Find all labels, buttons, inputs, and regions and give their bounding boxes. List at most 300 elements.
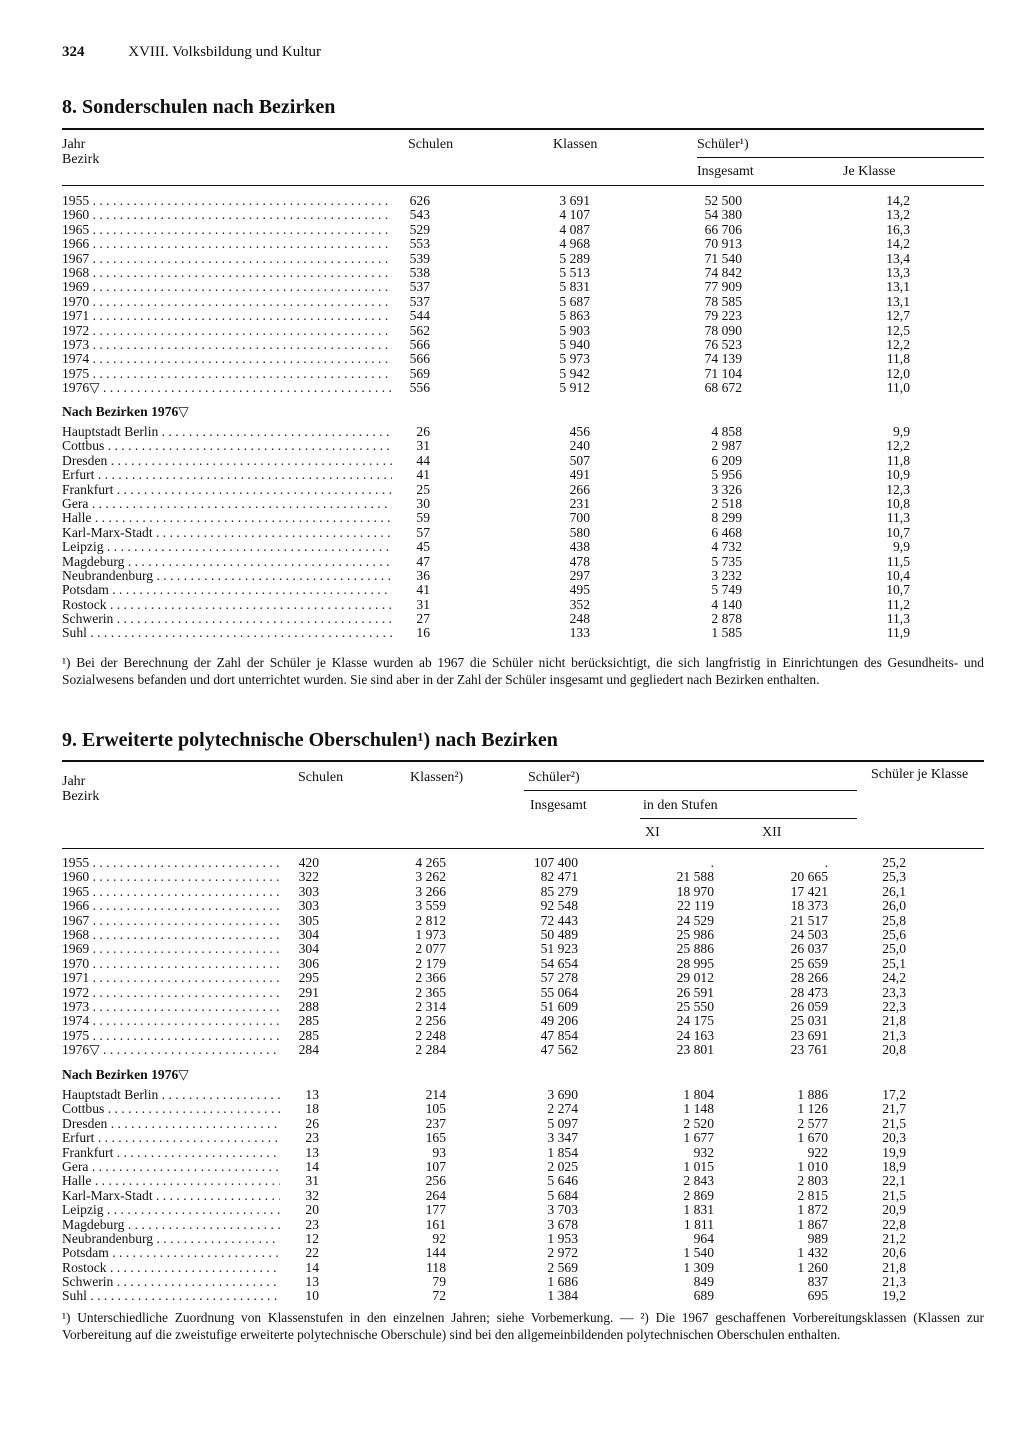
cell-value: 12,2 (886, 336, 910, 352)
row-label: Magdeburg . . . (62, 555, 392, 569)
cell-value: 5 903 (559, 322, 590, 338)
cell-value: 3 559 (415, 898, 446, 914)
row-label: Halle . . . (62, 1174, 280, 1188)
table8-footnote: ¹) Bei der Berechnung der Zahl der Schüler je Klasse wurden ab 1967 die Schüler nicht berücksichtigt, die sich langfristig in Einrichtungen des Gesundheits- und Sozialwesens befanden und dort unterrichtet wurden. Sie sind aber in der Zahl der Schüler insgesamt und gegliedert nach Bezirken enthalten. (62, 655, 984, 687)
row-label: Karl-Marx-Stadt . . . (62, 526, 392, 540)
cell-value: 13 (305, 1087, 319, 1102)
cell-value: 5 646 (547, 1173, 578, 1189)
cell-value: 25 886 (676, 941, 714, 957)
cell-value: 5 831 (559, 279, 590, 295)
cell-value: 12 (305, 1230, 319, 1246)
cell-value: 689 (693, 1288, 714, 1304)
cell-value: 26 (305, 1115, 319, 1131)
cell-value: 12,3 (886, 481, 910, 497)
cell-value: 23 691 (790, 1027, 828, 1043)
cell-value: 420 (298, 855, 319, 870)
cell-value: 507 (569, 452, 590, 468)
cell-value: 25,0 (882, 941, 906, 957)
cell-value: 30 (416, 495, 430, 511)
table9-col-je-klasse: Schüler je Klasse (871, 767, 969, 782)
cell-value: 1 953 (547, 1230, 578, 1246)
table8-title: 8. Sonderschulen nach Bezirken (62, 96, 336, 118)
cell-value: 47 562 (540, 1042, 578, 1058)
row-label: Erfurt . . . (62, 1131, 280, 1145)
cell-value: 3 691 (559, 193, 590, 208)
cell-value: 2 569 (547, 1259, 578, 1275)
cell-value: 74 842 (704, 264, 742, 280)
row-label: Neubrandenburg . . . (62, 569, 392, 583)
cell-value: 566 (409, 336, 430, 352)
cell-value: 78 585 (704, 293, 742, 309)
cell-value: 25 (416, 481, 430, 497)
cell-value: 26 (416, 424, 430, 439)
table8-col-klassen: Klassen (553, 137, 598, 152)
row-label: Cottbus . . . (62, 439, 392, 453)
cell-value: 72 (432, 1288, 446, 1304)
row-label: Leipzig . . . (62, 1203, 280, 1217)
row-label: 1972 . . . (62, 986, 280, 1000)
cell-value: 2 520 (683, 1115, 714, 1131)
row-label: 1965 . . . (62, 885, 280, 899)
cell-value: 20 (305, 1202, 319, 1218)
cell-value: 18 (305, 1101, 319, 1117)
row-label: 1968 . . . (62, 266, 392, 280)
cell-value: 1 309 (683, 1259, 714, 1275)
cell-value: 24 175 (676, 1013, 714, 1029)
cell-value: 177 (425, 1202, 446, 1218)
cell-value: 11,9 (886, 625, 910, 641)
table8-col-insgesamt: Insgesamt (697, 164, 754, 179)
row-label: 1975 . . . (62, 1029, 280, 1043)
cell-value: 92 548 (540, 898, 578, 914)
cell-value: 539 (409, 250, 430, 266)
row-label: Rostock . . . (62, 598, 392, 612)
row-label: Gera . . . (62, 497, 392, 511)
cell-value: 45 (416, 539, 430, 555)
cell-value: 237 (425, 1115, 446, 1131)
cell-value: 41 (416, 582, 430, 598)
cell-value: 85 279 (540, 883, 578, 899)
cell-value: 1 677 (683, 1130, 714, 1146)
row-label: 1974 . . . (62, 352, 392, 366)
row-label: 1973 . . . (62, 1000, 280, 1014)
table8-header-rule (62, 185, 984, 186)
cell-value: 2 869 (683, 1187, 714, 1203)
row-label: 1960 . . . (62, 208, 392, 222)
row-label: Rostock . . . (62, 1261, 280, 1275)
cell-value: 12,5 (886, 322, 910, 338)
cell-value: 303 (298, 898, 319, 914)
cell-value: 10,9 (886, 467, 910, 483)
row-label: Leipzig . . . (62, 540, 392, 554)
cell-value: 1 872 (797, 1202, 828, 1218)
cell-value: 478 (569, 553, 590, 569)
cell-value: 3 232 (711, 567, 742, 583)
row-label: Frankfurt . . . (62, 483, 392, 497)
cell-value: 28 266 (790, 970, 828, 986)
cell-value: 1 010 (797, 1158, 828, 1174)
cell-value: 57 278 (540, 970, 578, 986)
cell-value: 5 942 (559, 365, 590, 381)
cell-value: 13,1 (886, 293, 910, 309)
cell-value: 93 (432, 1144, 446, 1160)
row-label: Potsdam . . . (62, 583, 392, 597)
cell-value: 580 (569, 524, 590, 540)
cell-value: 47 (416, 553, 430, 569)
cell-value: 1 811 (683, 1216, 714, 1232)
table8-top-rule (62, 128, 984, 130)
cell-value: 12,2 (886, 438, 910, 454)
cell-value: 79 223 (704, 308, 742, 324)
cell-value: 24 163 (676, 1027, 714, 1043)
cell-value: 13,3 (886, 264, 910, 280)
row-label: Suhl . . . (62, 626, 392, 640)
page-header (62, 44, 321, 61)
cell-value: 537 (409, 293, 430, 309)
cell-value: 13,2 (886, 207, 910, 223)
cell-value: 566 (409, 351, 430, 367)
cell-value: 2 803 (797, 1173, 828, 1189)
cell-value: 22,1 (882, 1173, 906, 1189)
cell-value: 295 (298, 970, 319, 986)
cell-value: 438 (569, 539, 590, 555)
cell-value: 10,8 (886, 495, 910, 511)
cell-value: 5 912 (559, 380, 590, 396)
cell-value: 5 940 (559, 336, 590, 352)
cell-value: 55 064 (540, 984, 578, 1000)
cell-value: 4 858 (711, 424, 742, 439)
row-label: 1968 . . . (62, 928, 280, 942)
cell-value: 51 609 (540, 998, 578, 1014)
cell-value: 25 659 (790, 955, 828, 971)
cell-value: 297 (569, 567, 590, 583)
cell-value: 17 421 (790, 883, 828, 899)
cell-value: 5 749 (711, 582, 742, 598)
table9-col-jahr: Jahr (62, 774, 86, 789)
cell-value: 14 (305, 1259, 319, 1275)
cell-value: 21,5 (882, 1115, 906, 1131)
cell-value: 28 473 (790, 984, 828, 1000)
cell-value: 1 867 (797, 1216, 828, 1232)
cell-value: 2 025 (547, 1158, 578, 1174)
cell-value: 22 119 (677, 898, 714, 914)
cell-value: 2 577 (797, 1115, 828, 1131)
row-label: 1955 . . . (62, 194, 392, 208)
cell-value: 21,5 (882, 1187, 906, 1203)
table9-schueler-rule (524, 790, 857, 791)
cell-value: 25,3 (882, 869, 906, 885)
cell-value: 4 968 (559, 236, 590, 252)
cell-value: 107 400 (533, 855, 578, 870)
cell-value: 31 (305, 1173, 319, 1189)
table9-subhead: Nach Bezirken 1976▽ (62, 1067, 189, 1082)
row-label: Halle . . . (62, 511, 392, 525)
cell-value: 59 (416, 510, 430, 526)
cell-value: 2 274 (547, 1101, 578, 1117)
cell-value: 118 (426, 1259, 446, 1275)
row-label: Karl-Marx-Stadt . . . (62, 1189, 280, 1203)
cell-value: 16,3 (886, 221, 910, 237)
cell-value: 21,3 (882, 1027, 906, 1043)
cell-value: 4 732 (711, 539, 742, 555)
cell-value: 11,8 (886, 452, 910, 468)
cell-value: 695 (807, 1288, 828, 1304)
page-number: 324 (62, 44, 85, 60)
row-label: 1969 . . . (62, 942, 280, 956)
cell-value: 4 265 (415, 855, 446, 870)
cell-value: 66 706 (704, 221, 742, 237)
cell-value: 21,8 (882, 1013, 906, 1029)
cell-value: 305 (298, 912, 319, 928)
cell-value: 32 (305, 1187, 319, 1203)
cell-value: 2 248 (415, 1027, 446, 1043)
cell-value: 2 812 (415, 912, 446, 928)
table8-col-bezirk: Bezirk (62, 152, 100, 167)
table8-subhead: Nach Bezirken 1976▽ (62, 404, 189, 419)
cell-value: 5 863 (559, 308, 590, 324)
cell-value: 22 (305, 1245, 319, 1261)
cell-value: 41 (416, 467, 430, 483)
table9-col-klassen: Klassen²) (410, 770, 464, 785)
cell-value: 78 090 (704, 322, 742, 338)
cell-value: 107 (425, 1158, 446, 1174)
cell-value: 1 886 (797, 1087, 828, 1102)
chapter-title: XVIII. Volksbildung und Kultur (128, 44, 322, 60)
cell-value: 569 (409, 365, 430, 381)
table9-col-stufen: in den Stufen (643, 798, 718, 813)
cell-value: 14 (305, 1158, 319, 1174)
cell-value: 20,9 (882, 1202, 906, 1218)
cell-value: 20,3 (882, 1130, 906, 1146)
cell-value: 700 (569, 510, 590, 526)
cell-value: 3 678 (547, 1216, 578, 1232)
cell-value: 4 087 (559, 221, 590, 237)
row-label: 1976▽ . . . (62, 381, 392, 395)
cell-value: 1 686 (547, 1274, 578, 1290)
cell-value: 6 468 (711, 524, 742, 540)
cell-value: 4 140 (711, 596, 742, 612)
row-label: 1972 . . . (62, 324, 392, 338)
row-label: 1955 . . . (62, 856, 280, 870)
table9-stufen-rule (640, 818, 857, 819)
row-label: Magdeburg . . . (62, 1218, 280, 1232)
cell-value: 50 489 (540, 926, 578, 942)
cell-value: 26 037 (790, 941, 828, 957)
row-label: 1970 . . . (62, 295, 392, 309)
row-label: 1960 . . . (62, 870, 280, 884)
cell-value: 23 (305, 1130, 319, 1146)
cell-value: 20,8 (882, 1042, 906, 1058)
cell-value: 1 585 (711, 625, 742, 641)
cell-value: 1 804 (683, 1087, 714, 1102)
row-label: 1970 . . . (62, 957, 280, 971)
row-label: Suhl . . . (62, 1289, 280, 1303)
cell-value: 1 831 (683, 1202, 714, 1218)
row-label: 1973 . . . (62, 338, 392, 352)
row-label: 1967 . . . (62, 252, 392, 266)
cell-value: 17,2 (882, 1087, 906, 1102)
cell-value: 1 432 (797, 1245, 828, 1261)
cell-value: 161 (425, 1216, 446, 1232)
cell-value: 3 266 (415, 883, 446, 899)
cell-value: 264 (425, 1187, 446, 1203)
cell-value: 79 (432, 1274, 446, 1290)
cell-value: 18,9 (882, 1158, 906, 1174)
cell-value: 29 012 (676, 970, 714, 986)
row-label: Potsdam . . . (62, 1246, 280, 1260)
cell-value: 165 (425, 1130, 446, 1146)
cell-value: 24 503 (790, 926, 828, 942)
cell-value: 23,3 (882, 984, 906, 1000)
cell-value: 24,2 (882, 970, 906, 986)
cell-value: 491 (569, 467, 590, 483)
cell-value: 8 299 (711, 510, 742, 526)
cell-value: 5 735 (711, 553, 742, 569)
cell-value: 24 529 (676, 912, 714, 928)
cell-value: 26,1 (882, 883, 906, 899)
cell-value: 303 (298, 883, 319, 899)
cell-value: 2 256 (415, 1013, 446, 1029)
cell-value: 19,9 (882, 1144, 906, 1160)
cell-value: 304 (298, 926, 319, 942)
cell-value: 25,1 (882, 955, 906, 971)
cell-value: 11,8 (886, 351, 910, 367)
cell-value: 25 550 (676, 998, 714, 1014)
row-label: 1975 . . . (62, 367, 392, 381)
cell-value: 553 (409, 236, 430, 252)
cell-value: 989 (807, 1230, 828, 1246)
cell-value: 2 518 (711, 495, 742, 511)
cell-value: 556 (409, 380, 430, 396)
cell-value: . (710, 855, 714, 870)
row-label: 1969 . . . (62, 280, 392, 294)
cell-value: 3 262 (415, 869, 446, 885)
cell-value: 25 031 (790, 1013, 828, 1029)
cell-value: 21,2 (882, 1230, 906, 1246)
cell-value: 922 (807, 1144, 828, 1160)
cell-value: 456 (569, 424, 590, 439)
table9-top-rule (62, 760, 984, 762)
cell-value: 68 672 (704, 380, 742, 396)
cell-value: 322 (298, 869, 319, 885)
cell-value: 16 (416, 625, 430, 641)
cell-value: 49 206 (540, 1013, 578, 1029)
cell-value: 248 (569, 611, 590, 627)
cell-value: 10,4 (886, 567, 910, 583)
table8-col-schulen: Schulen (408, 137, 454, 152)
cell-value: 19,2 (882, 1288, 906, 1304)
cell-value: 932 (693, 1144, 714, 1160)
cell-value: 4 107 (559, 207, 590, 223)
cell-value: 1 015 (683, 1158, 714, 1174)
cell-value: 12,7 (886, 308, 910, 324)
cell-value: 26 591 (676, 984, 714, 1000)
cell-value: 2 365 (415, 984, 446, 1000)
cell-value: 52 500 (704, 193, 742, 208)
cell-value: 23 (305, 1216, 319, 1232)
row-label: 1965 . . . (62, 223, 392, 237)
row-label: 1967 . . . (62, 914, 280, 928)
cell-value: 9,9 (893, 424, 910, 439)
cell-value: 105 (425, 1101, 446, 1117)
cell-value: 1 540 (683, 1245, 714, 1261)
cell-value: 22,3 (882, 998, 906, 1014)
table8-col-schueler: Schüler¹) (697, 137, 749, 152)
cell-value: 36 (416, 567, 430, 583)
cell-value: 1 148 (683, 1101, 714, 1117)
cell-value: 266 (569, 481, 590, 497)
cell-value: 1 260 (797, 1259, 828, 1275)
cell-value: 5 956 (711, 467, 742, 483)
cell-value: 9,9 (893, 539, 910, 555)
cell-value: 14,2 (886, 236, 910, 252)
cell-value: 1 126 (797, 1101, 828, 1117)
table9-header-rule (62, 848, 984, 849)
row-label: Gera . . . (62, 1160, 280, 1174)
table8-col-jahr: Jahr (62, 137, 86, 152)
cell-value: 25,8 (882, 912, 906, 928)
cell-value: 25,2 (882, 855, 906, 870)
cell-value: 51 923 (540, 941, 578, 957)
cell-value: 849 (693, 1274, 714, 1290)
cell-value: 285 (298, 1013, 319, 1029)
cell-value: 54 654 (540, 955, 578, 971)
cell-value: 2 987 (711, 438, 742, 454)
cell-value: 5 097 (547, 1115, 578, 1131)
table9-col-schulen: Schulen (298, 770, 344, 785)
cell-value: 3 326 (711, 481, 742, 497)
cell-value: 544 (409, 308, 430, 324)
table9-col-schueler: Schüler²) (528, 770, 580, 785)
cell-value: 77 909 (704, 279, 742, 295)
cell-value: 21 517 (790, 912, 828, 928)
cell-value: 2 843 (683, 1173, 714, 1189)
cell-value: 1 670 (797, 1130, 828, 1146)
cell-value: 27 (416, 611, 430, 627)
row-label: 1974 . . . (62, 1014, 280, 1028)
row-label: 1971 . . . (62, 971, 280, 985)
cell-value: 1 384 (547, 1288, 578, 1304)
cell-value: 304 (298, 941, 319, 957)
cell-value: 23 801 (676, 1042, 714, 1058)
cell-value: 11,2 (886, 596, 910, 612)
cell-value: 21 588 (676, 869, 714, 885)
cell-value: 231 (569, 495, 590, 511)
cell-value: 14,2 (886, 193, 910, 208)
row-label: Schwerin . . . (62, 612, 392, 626)
cell-value: 44 (416, 452, 430, 468)
row-label: Erfurt . . . (62, 468, 392, 482)
cell-value: 529 (409, 221, 430, 237)
cell-value: 256 (425, 1173, 446, 1189)
cell-value: 2 284 (415, 1042, 446, 1058)
cell-value: 2 815 (797, 1187, 828, 1203)
cell-value: 3 690 (547, 1087, 578, 1102)
cell-value: 2 878 (711, 611, 742, 627)
row-label: Cottbus . . . (62, 1102, 280, 1116)
cell-value: 12,0 (886, 365, 910, 381)
cell-value: 5 687 (559, 293, 590, 309)
cell-value: 74 139 (704, 351, 742, 367)
cell-value: 18 373 (790, 898, 828, 914)
cell-value: 23 761 (790, 1042, 828, 1058)
cell-value: 13,4 (886, 250, 910, 266)
row-label: Frankfurt . . . (62, 1146, 280, 1160)
cell-value: 11,3 (886, 510, 910, 526)
table8-schueler-rule (697, 157, 984, 158)
cell-value: 352 (569, 596, 590, 612)
cell-value: 837 (807, 1274, 828, 1290)
